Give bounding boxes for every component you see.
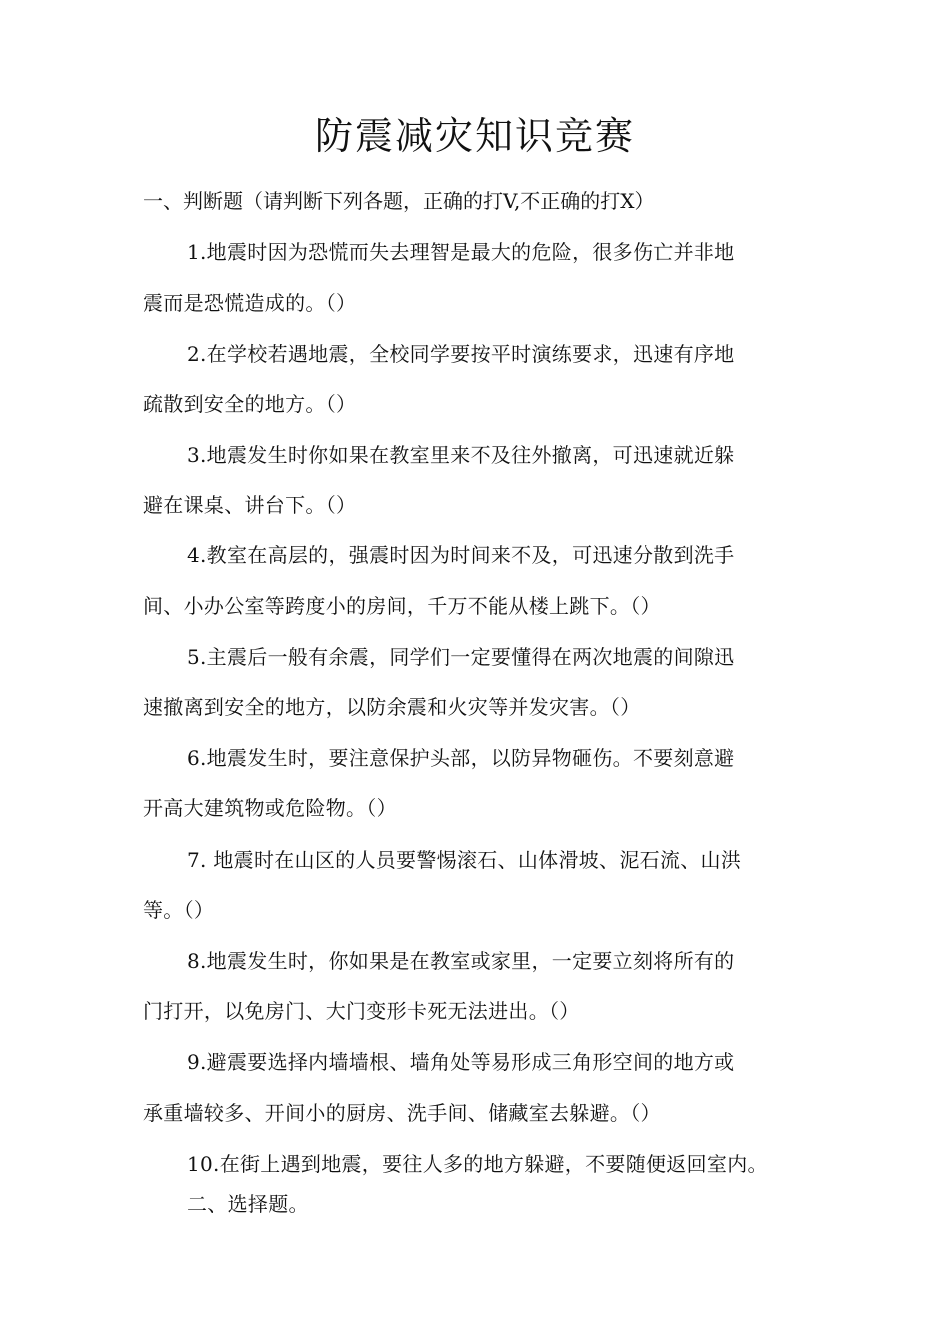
question-1-line-2: 震而是恐慌造成的。（）	[143, 291, 357, 315]
question-4-line-2: 间、小办公室等跨度小的房间，千万不能从楼上跳下。（）	[143, 594, 661, 618]
question-7-line-2: 等。（）	[143, 898, 215, 922]
question-3-line-2: 避在课桌、讲台下。（）	[143, 493, 357, 517]
question-1-line-1: 1.地震时因为恐慌而失去理智是最大的危险，很多伤亡并非地	[187, 240, 735, 264]
question-7-line-1: 7. 地震时在山区的人员要警惕滚石、山体滑坡、泥石流、山洪	[187, 848, 742, 872]
question-4-line-1: 4.教室在高层的，强震时因为时间来不及，可迅速分散到洗手	[187, 543, 735, 567]
question-10-line-1: 10.在街上遇到地震，要往人多的地方躲避，不要随便返回室内。	[187, 1152, 768, 1176]
section-heading-multiple-choice: 二、选择题。	[187, 1192, 309, 1216]
section-heading-true-false: 一、判断题（请判断下列各题，正确的打V,不正确的打X）	[143, 189, 655, 213]
question-8-line-1: 8.地震发生时，你如果是在教室或家里，一定要立刻将所有的	[187, 949, 735, 973]
document-title: 防震减灾知识竞赛	[314, 114, 635, 158]
question-5-line-1: 5.主震后一般有余震，同学们一定要懂得在两次地震的间隙迅	[187, 645, 735, 669]
question-9-line-1: 9.避震要选择内墙墙根、墙角处等易形成三角形空间的地方或	[187, 1050, 735, 1074]
question-2-line-1: 2.在学校若遇地震，全校同学要按平时演练要求，迅速有序地	[187, 342, 735, 366]
question-6-line-2: 开高大建筑物或危险物。（）	[143, 796, 397, 820]
question-2-line-2: 疏散到安全的地方。（）	[143, 392, 357, 416]
question-9-line-2: 承重墙较多、开间小的厨房、洗手间、储藏室去躲避。（）	[143, 1101, 661, 1125]
question-8-line-2: 门打开，以免房门、大门变形卡死无法进出。（）	[143, 999, 580, 1023]
question-5-line-2: 速撤离到安全的地方，以防余震和火灾等并发灾害。（）	[143, 695, 641, 719]
question-6-line-1: 6.地震发生时，要注意保护头部，以防异物砸伤。不要刻意避	[187, 746, 735, 770]
question-3-line-1: 3.地震发生时你如果在教室里来不及往外撤离，可迅速就近躲	[187, 443, 735, 467]
